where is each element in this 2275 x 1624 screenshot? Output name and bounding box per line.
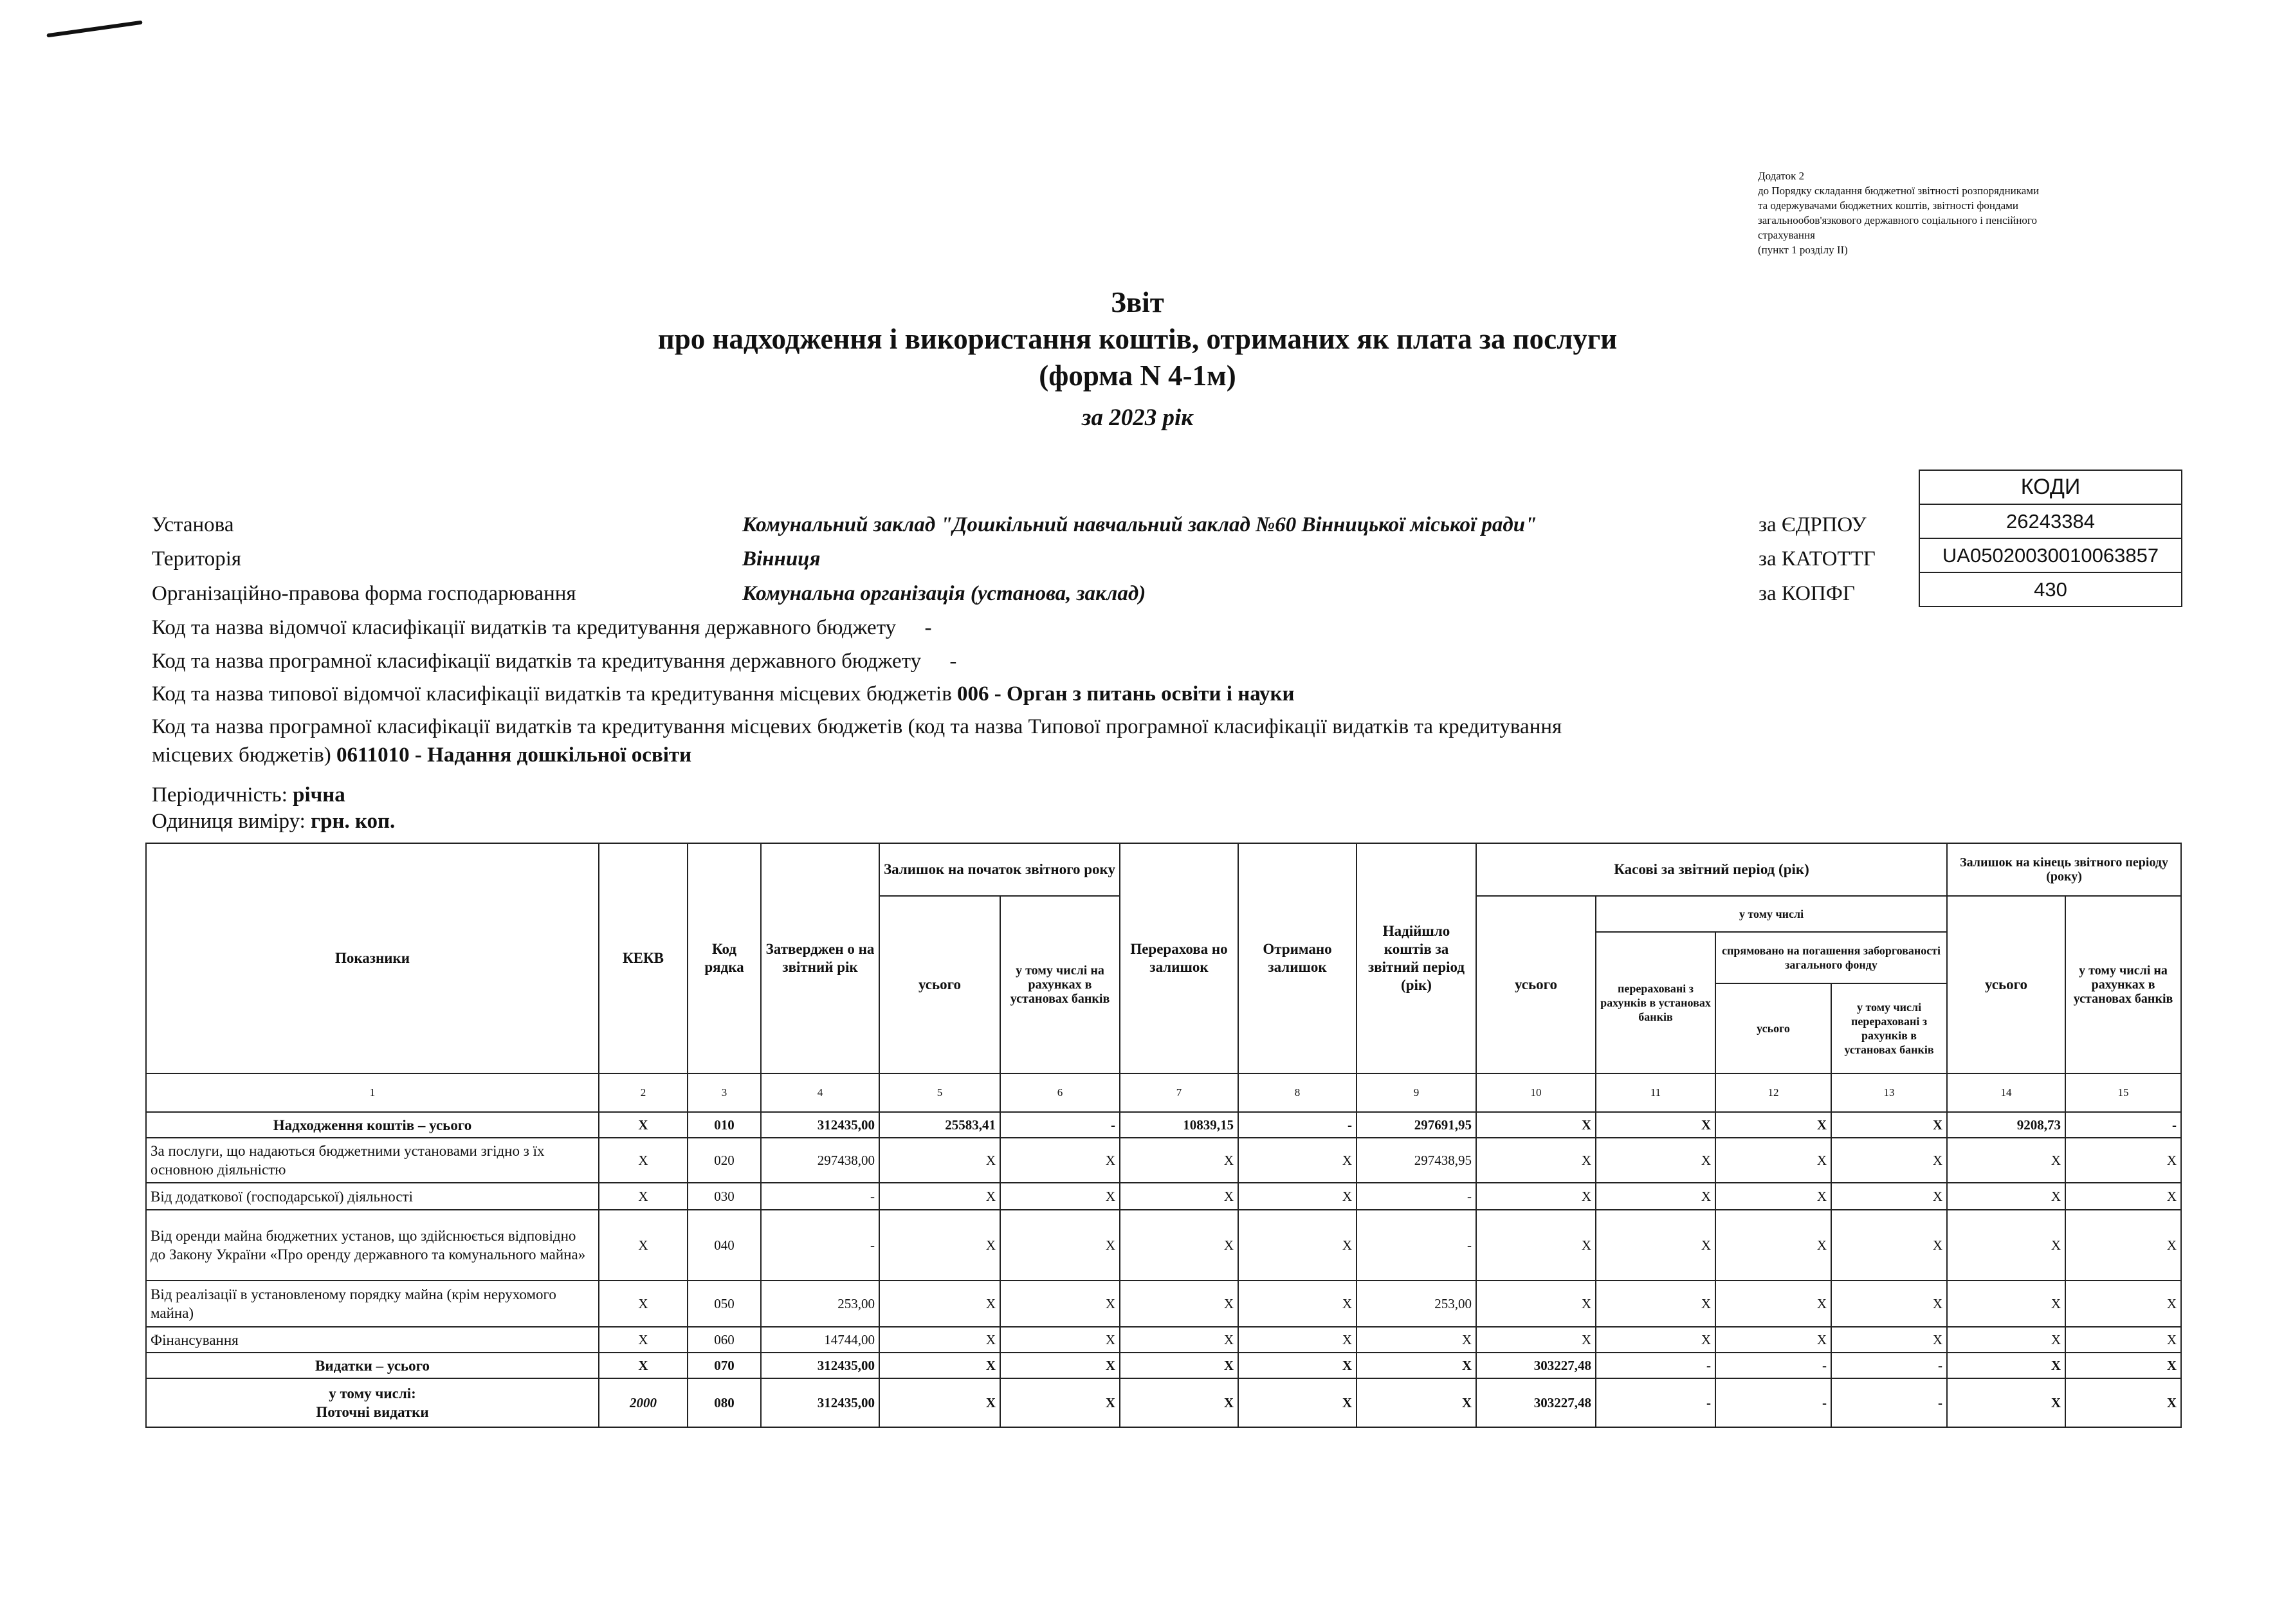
table-cell: X <box>1476 1281 1596 1327</box>
table-cell: 253,00 <box>1357 1281 1476 1327</box>
table-cell: X <box>1715 1183 1831 1210</box>
header-balance-end: Залишок на кінець звітного періоду (року) <box>1947 843 2181 896</box>
table-cell: X <box>879 1281 1000 1327</box>
prog-state-label: Код та назва програмної класифікації видатків та кредитування державного бюджету <box>152 650 922 673</box>
column-number: 8 <box>1238 1073 1357 1112</box>
table-cell: X <box>879 1183 1000 1210</box>
codes-header: КОДИ <box>1919 470 2182 504</box>
table-cell: X <box>1596 1281 1715 1327</box>
table-cell: 050 <box>688 1281 761 1327</box>
table-cell: X <box>1715 1138 1831 1183</box>
table-cell: X <box>2065 1353 2181 1378</box>
table-cell: 14744,00 <box>761 1327 879 1353</box>
table-row <box>146 1327 2181 1353</box>
table-cell: 303227,48 <box>1476 1353 1596 1378</box>
table-cell: X <box>1715 1281 1831 1327</box>
header-transferred-balance: Перерахова но залишок <box>1120 843 1238 1073</box>
column-number: 15 <box>2065 1073 2181 1112</box>
table-cell: X <box>1000 1183 1120 1210</box>
header-balance-end-banks: у тому числі на рахунках в установах банків <box>2065 896 2181 1073</box>
table-cell: X <box>1596 1112 1715 1138</box>
table-cell: 10839,15 <box>1120 1112 1238 1138</box>
institution-label: Установа <box>152 513 234 536</box>
table-cell: 312435,00 <box>761 1378 879 1427</box>
table-cell: X <box>2065 1183 2181 1210</box>
table-cell: X <box>2065 1138 2181 1183</box>
column-number: 14 <box>1947 1073 2065 1112</box>
table-cell: X <box>1596 1183 1715 1210</box>
header-kekv: КЕКВ <box>599 843 688 1073</box>
kopfg-label: за КОПФГ <box>1759 582 1855 605</box>
header-balance-start-total: усього <box>879 896 1000 1073</box>
table-cell: - <box>1596 1378 1715 1427</box>
table-cell: X <box>879 1327 1000 1353</box>
dept-local-label: Код та назва типової відомчої класифікації видатків та кредитування місцевих бюджетів <box>152 682 952 706</box>
table-cell: X <box>1947 1327 2065 1353</box>
table-cell: X <box>599 1183 688 1210</box>
header-received-period: Надійшло коштів за звітний період (рік) <box>1357 843 1476 1073</box>
table-cell: X <box>1000 1138 1120 1183</box>
column-number: 1 <box>146 1073 599 1112</box>
report-period: за 2023 рік <box>1082 405 1193 431</box>
table-cell: X <box>1120 1138 1238 1183</box>
title-line-3: (форма N 4-1м) <box>1039 360 1236 392</box>
unit-label: Одиниця виміру: <box>152 810 306 833</box>
annex-line: (пункт 1 розділу II) <box>1758 244 1848 256</box>
table-cell: 297438,95 <box>1357 1138 1476 1183</box>
annex-line: до Порядку складання бюджетної звітності розпорядниками <box>1758 185 2040 197</box>
table-cell: 2000 <box>599 1378 688 1427</box>
table-cell: - <box>1831 1353 1947 1378</box>
header-debt-repayment: спрямовано на погашення заборгованості загального фонду <box>1715 932 1947 983</box>
header-balance-start-banks: у тому числі на рахунках в установах банків <box>1000 896 1120 1073</box>
table-cell: 297438,00 <box>761 1138 879 1183</box>
prog-local-row <box>152 713 1631 769</box>
table-cell: X <box>2065 1378 2181 1427</box>
table-cell: - <box>761 1183 879 1210</box>
annex-line: Додаток 2 <box>1758 170 1805 182</box>
title-line-1: Звіт <box>1111 286 1164 318</box>
dept-state-row <box>152 616 931 640</box>
row-label: Фінансування <box>146 1327 599 1353</box>
annex-note <box>1758 169 2182 257</box>
table-cell: X <box>599 1353 688 1378</box>
table-cell: X <box>1947 1281 2065 1327</box>
table-cell: X <box>1947 1353 2065 1378</box>
table-cell: - <box>1000 1112 1120 1138</box>
table-row <box>146 1353 2181 1378</box>
column-number: 12 <box>1715 1073 1831 1112</box>
table-cell: X <box>1947 1138 2065 1183</box>
table-cell: 25583,41 <box>879 1112 1000 1138</box>
table-cell: X <box>1476 1183 1596 1210</box>
row-label: За послуги, що надаються бюджетними установами згідно з їх основною діяльністю <box>146 1138 599 1183</box>
table-cell: 030 <box>688 1183 761 1210</box>
header-received-balance: Отримано залишок <box>1238 843 1357 1073</box>
table-row <box>146 1183 2181 1210</box>
table-cell: - <box>1831 1378 1947 1427</box>
table-cell: X <box>1476 1138 1596 1183</box>
header-balance-start: Залишок на початок звітного року <box>879 843 1120 896</box>
periodicity-label: Періодичність: <box>152 783 288 807</box>
dept-local-value: 006 - Орган з питань освіти і науки <box>957 682 1295 706</box>
table-cell: X <box>1947 1183 2065 1210</box>
table-cell: X <box>879 1138 1000 1183</box>
code-edrpou: 26243384 <box>1919 504 2182 538</box>
periodicity-row <box>152 783 345 807</box>
table-cell: 080 <box>688 1378 761 1427</box>
table-cell: X <box>1120 1353 1238 1378</box>
table-cell: X <box>599 1281 688 1327</box>
prog-state-row <box>152 650 956 673</box>
header-cash-incl: у тому числі <box>1596 896 1947 932</box>
table-cell: X <box>1476 1210 1596 1281</box>
table-cell: - <box>1357 1210 1476 1281</box>
org-form-value: Комунальна організація (установа, заклад) <box>742 582 1146 605</box>
table-row <box>146 1112 2181 1138</box>
column-numbers-row <box>146 1073 2181 1112</box>
table-cell: X <box>1238 1138 1357 1183</box>
table-cell: X <box>599 1327 688 1353</box>
codes-box <box>1919 470 2182 607</box>
table-cell: X <box>1120 1183 1238 1210</box>
table-cell: X <box>1357 1353 1476 1378</box>
row-label: Від додаткової (господарської) діяльності <box>146 1183 599 1210</box>
table-cell: X <box>1947 1210 2065 1281</box>
table-cell: X <box>1000 1281 1120 1327</box>
unit-row <box>152 810 395 834</box>
table-cell: - <box>1596 1353 1715 1378</box>
table-row <box>146 1281 2181 1327</box>
table-cell: X <box>1831 1138 1947 1183</box>
table-cell: X <box>1831 1281 1947 1327</box>
column-number: 13 <box>1831 1073 1947 1112</box>
table-cell: X <box>1238 1353 1357 1378</box>
katottg-label: за КАТОТТГ <box>1759 547 1876 570</box>
institution-value: Комунальний заклад "Дошкільний навчальний заклад №60 Вінницької міської ради" <box>742 513 1537 536</box>
table-cell: 9208,73 <box>1947 1112 2065 1138</box>
dept-local-row <box>152 682 1295 706</box>
edrpou-label: за ЄДРПОУ <box>1759 513 1867 536</box>
table-cell: 060 <box>688 1327 761 1353</box>
annex-line: страхування <box>1758 229 1815 241</box>
table-cell: X <box>599 1210 688 1281</box>
table-cell: X <box>1831 1183 1947 1210</box>
header-approved: Затверджен о на звітний рік <box>761 843 879 1073</box>
scan-mark <box>46 21 142 38</box>
column-number: 3 <box>688 1073 761 1112</box>
table-cell: X <box>1000 1327 1120 1353</box>
column-number: 2 <box>599 1073 688 1112</box>
table-cell: 312435,00 <box>761 1112 879 1138</box>
report-table <box>145 843 2182 1428</box>
column-number: 5 <box>879 1073 1000 1112</box>
table-cell: - <box>2065 1112 2181 1138</box>
territory-value: Вінниця <box>742 547 821 570</box>
table-cell: - <box>1238 1112 1357 1138</box>
header-balance-end-total: усього <box>1947 896 2065 1073</box>
table-cell: - <box>1715 1353 1831 1378</box>
column-number: 9 <box>1357 1073 1476 1112</box>
table-cell: X <box>1000 1210 1120 1281</box>
table-cell: X <box>2065 1281 2181 1327</box>
table-cell: X <box>1596 1210 1715 1281</box>
table-cell: X <box>1715 1327 1831 1353</box>
table-cell: X <box>2065 1327 2181 1353</box>
code-katottg: UA05020030010063857 <box>1919 538 2182 572</box>
unit-value: грн. коп. <box>311 810 396 833</box>
table-cell: X <box>2065 1210 2181 1281</box>
table-cell: - <box>761 1210 879 1281</box>
dept-state-value: - <box>924 616 932 639</box>
column-number: 7 <box>1120 1073 1238 1112</box>
table-cell: 253,00 <box>761 1281 879 1327</box>
table-cell: X <box>1238 1183 1357 1210</box>
table-cell: X <box>1238 1210 1357 1281</box>
table-cell: - <box>1357 1183 1476 1210</box>
table-cell: X <box>1831 1112 1947 1138</box>
table-cell: X <box>1238 1281 1357 1327</box>
table-cell: 020 <box>688 1138 761 1183</box>
header-debt-total: усього <box>1715 983 1831 1073</box>
table-row <box>146 1378 2181 1427</box>
row-label: у тому числі: Поточні видатки <box>146 1378 599 1427</box>
table-cell: X <box>1715 1112 1831 1138</box>
table-cell: X <box>599 1112 688 1138</box>
row-label: Від реалізації в установленому порядку майна (крім нерухомого майна) <box>146 1281 599 1327</box>
table-cell: X <box>879 1210 1000 1281</box>
table-cell: X <box>1357 1327 1476 1353</box>
table-cell: X <box>1000 1378 1120 1427</box>
table-cell: X <box>879 1353 1000 1378</box>
table-cell: X <box>1715 1210 1831 1281</box>
table-cell: X <box>1120 1327 1238 1353</box>
table-cell: X <box>879 1378 1000 1427</box>
table-cell: X <box>1947 1378 2065 1427</box>
territory-label: Територія <box>152 547 242 570</box>
prog-local-value: 0611010 - Надання дошкільної освіти <box>336 744 692 767</box>
table-cell: X <box>1596 1327 1715 1353</box>
annex-line: загальнообов'язкового державного соціального і пенсійного <box>1758 214 2037 226</box>
table-cell: 312435,00 <box>761 1353 879 1378</box>
prog-local-label: Код та назва програмної класифікації видатків та кредитування місцевих бюджетів (код та назва Типової програмної класифікації видатків та кредитування місцевих бюджетів) <box>152 715 1562 767</box>
table-cell: X <box>1831 1327 1947 1353</box>
table-cell: X <box>1238 1327 1357 1353</box>
column-number: 11 <box>1596 1073 1715 1112</box>
column-number: 4 <box>761 1073 879 1112</box>
header-transferred-from-banks: перераховані з рахунків в установах банків <box>1596 932 1715 1073</box>
table-cell: X <box>1476 1112 1596 1138</box>
table-cell: X <box>1120 1281 1238 1327</box>
column-number: 10 <box>1476 1073 1596 1112</box>
code-kopfg: 430 <box>1919 572 2182 607</box>
column-number: 6 <box>1000 1073 1120 1112</box>
table-cell: 010 <box>688 1112 761 1138</box>
table-cell: 040 <box>688 1210 761 1281</box>
table-cell: 070 <box>688 1353 761 1378</box>
table-cell: X <box>1596 1138 1715 1183</box>
header-debt-banks: у тому числі перераховані з рахунків в установах банків <box>1831 983 1947 1073</box>
table-cell: X <box>1120 1210 1238 1281</box>
periodicity-value: річна <box>293 783 345 807</box>
table-cell: X <box>1120 1378 1238 1427</box>
dept-state-label: Код та назва відомчої класифікації видатків та кредитування державного бюджету <box>152 616 897 639</box>
title-line-2: про надходження і використання коштів, отриманих як плата за послуги <box>657 323 1618 355</box>
row-label: Видатки – усього <box>146 1353 599 1378</box>
org-form-label: Організаційно-правова форма господарювання <box>152 582 576 605</box>
report-title <box>0 284 2275 442</box>
table-cell: X <box>1357 1378 1476 1427</box>
table-cell: X <box>1476 1327 1596 1353</box>
table-cell: 303227,48 <box>1476 1378 1596 1427</box>
prog-state-value: - <box>949 650 957 673</box>
table-cell: X <box>1831 1210 1947 1281</box>
row-label: Від оренди майна бюджетних установ, що здійснюється відповідно до Закону України «Про оренду державного та комунального майна» <box>146 1210 599 1281</box>
table-row <box>146 1138 2181 1183</box>
table-cell: - <box>1715 1378 1831 1427</box>
table-cell: X <box>1238 1378 1357 1427</box>
header-cash-total: усього <box>1476 896 1596 1073</box>
table-cell: X <box>599 1138 688 1183</box>
row-label: Надходження коштів – усього <box>146 1112 599 1138</box>
table-row <box>146 1210 2181 1281</box>
header-cash-period: Касові за звітний період (рік) <box>1476 843 1947 896</box>
header-indicators: Показники <box>146 843 599 1073</box>
header-row-code: Код рядка <box>688 843 761 1073</box>
table-cell: X <box>1000 1353 1120 1378</box>
annex-line: та одержувачами бюджетних коштів, звітності фондами <box>1758 199 2019 212</box>
table-cell: 297691,95 <box>1357 1112 1476 1138</box>
